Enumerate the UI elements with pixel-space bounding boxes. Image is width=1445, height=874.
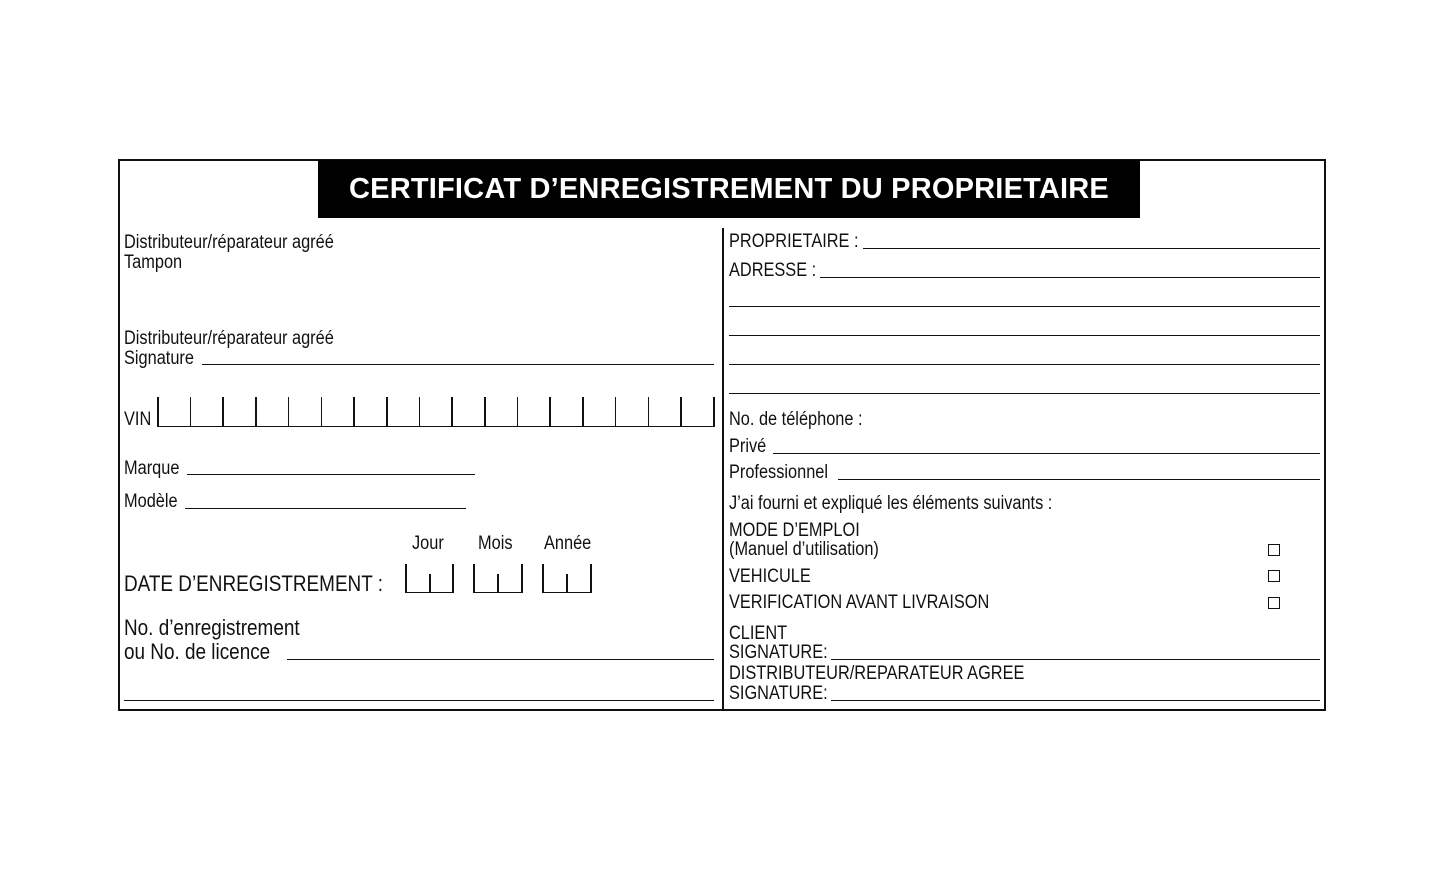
phone-professional-field[interactable] (838, 479, 1320, 480)
vin-box-divider (451, 397, 453, 427)
provided-items-label: J’ai fourni et expliqué les éléments suivants : (729, 493, 1053, 514)
item-predelivery-checkbox[interactable] (1268, 597, 1280, 609)
address-field-line4[interactable] (729, 364, 1320, 365)
client-label: CLIENT (729, 623, 788, 644)
phone-professional-label: Professionnel (729, 462, 829, 483)
vin-box-divider (157, 397, 159, 427)
vin-box-divider (353, 397, 355, 427)
vin-box-divider (190, 397, 192, 427)
vin-box-divider (255, 397, 257, 427)
vin-box-divider (484, 397, 486, 427)
stamp-label-line1: Distributeur/réparateur agréé (124, 232, 334, 253)
address-field-line3[interactable] (729, 335, 1320, 336)
modele-field[interactable] (185, 508, 466, 509)
vin-input-boxes[interactable] (157, 397, 715, 429)
item-manual-checkbox[interactable] (1268, 544, 1280, 556)
phone-private-field[interactable] (773, 453, 1320, 454)
item-manual-sublabel: (Manuel d’utilisation) (729, 539, 879, 560)
vin-box-divider (615, 397, 617, 427)
stamp-area[interactable] (124, 275, 714, 320)
signature-label-line1: Distributeur/réparateur agréé (124, 328, 334, 349)
vin-box-divider (419, 397, 421, 427)
vin-box-divider (288, 397, 290, 427)
column-divider (722, 228, 724, 711)
date-annee-tick (566, 574, 568, 593)
registration-number-field[interactable] (287, 659, 714, 660)
date-mois-tick (497, 574, 499, 593)
vin-box-divider (549, 397, 551, 427)
registration-number-field-extra[interactable] (124, 700, 714, 701)
registration-number-label-line1: No. d’enregistrement (124, 615, 300, 640)
registration-date-label: DATE D’ENREGISTREMENT : (124, 571, 383, 596)
client-signature-label: SIGNATURE: (729, 642, 828, 663)
registration-number-label-line2: ou No. de licence (124, 639, 271, 664)
client-signature-field[interactable] (831, 659, 1320, 660)
vin-box-divider (386, 397, 388, 427)
date-annee-tick (590, 564, 592, 593)
date-mois-tick (473, 564, 475, 593)
vin-box-divider (582, 397, 584, 427)
date-mois-tick (521, 564, 523, 593)
signature-label-line2: Signature (124, 348, 194, 369)
date-jour-tick (452, 564, 454, 593)
marque-label: Marque (124, 458, 180, 479)
date-mois-boxes[interactable] (473, 564, 523, 594)
date-jour-tick (405, 564, 407, 593)
date-jour-boxes[interactable] (405, 564, 454, 594)
vin-box-divider (321, 397, 323, 427)
date-header-mois: Mois (478, 533, 513, 554)
owner-label: PROPRIETAIRE : (729, 231, 859, 252)
address-label: ADRESSE : (729, 260, 817, 281)
vin-label: VIN (124, 409, 152, 430)
date-jour-tick (429, 574, 431, 593)
certificate-title-text: CERTIFICAT D’ENREGISTREMENT DU PROPRIETAIRE (349, 172, 1109, 205)
owner-field[interactable] (863, 248, 1320, 249)
date-annee-tick (542, 564, 544, 593)
item-manual-label: MODE D’EMPLOI (729, 520, 860, 541)
certificate-title (318, 160, 1140, 218)
address-field-line1[interactable] (820, 277, 1320, 278)
dealer-signature-field-right[interactable] (831, 700, 1320, 701)
address-field-line2[interactable] (729, 306, 1320, 307)
vin-box-divider (713, 397, 715, 427)
dealer-label: DISTRIBUTEUR/REPARATEUR AGREE (729, 663, 1025, 684)
marque-field[interactable] (187, 474, 475, 475)
dealer-signature-field[interactable] (202, 364, 714, 365)
item-predelivery-label: VERIFICATION AVANT LIVRAISON (729, 592, 990, 613)
vin-box-divider (517, 397, 519, 427)
stamp-label-line2: Tampon (124, 252, 183, 273)
phone-label: No. de téléphone : (729, 409, 863, 430)
item-vehicle-label: VEHICULE (729, 566, 811, 587)
vin-box-divider (648, 397, 650, 427)
date-annee-boxes[interactable] (542, 564, 592, 594)
date-header-annee: Année (544, 533, 592, 554)
vin-baseline (157, 426, 715, 427)
date-header-jour: Jour (412, 533, 444, 554)
modele-label: Modèle (124, 491, 178, 512)
phone-private-label: Privé (729, 436, 767, 457)
vin-box-divider (680, 397, 682, 427)
dealer-signature-label: SIGNATURE: (729, 683, 828, 704)
vin-box-divider (222, 397, 224, 427)
item-vehicle-checkbox[interactable] (1268, 570, 1280, 582)
address-field-line5[interactable] (729, 393, 1320, 394)
